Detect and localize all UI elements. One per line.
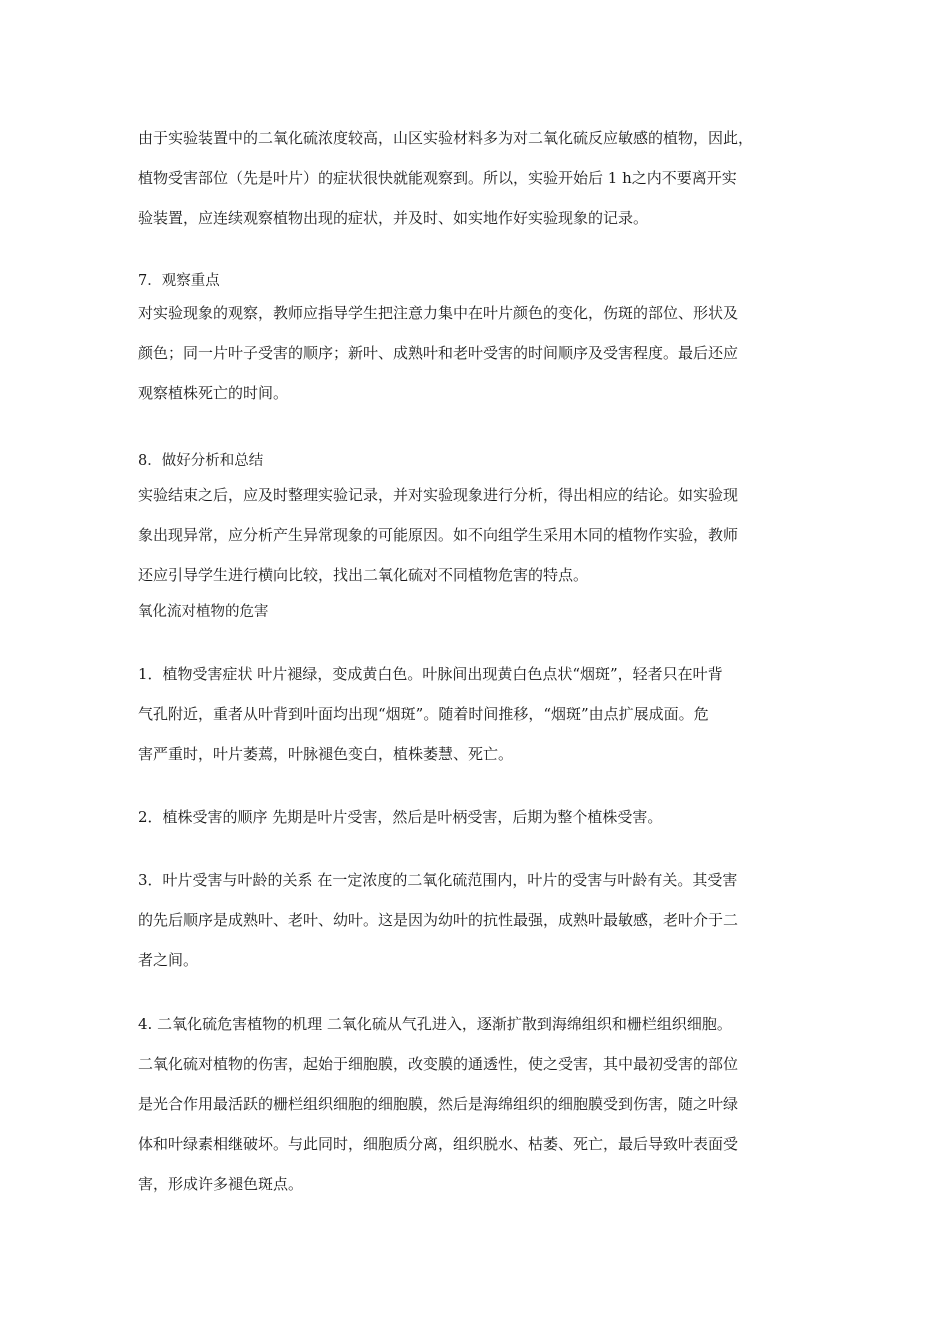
paragraph-line: 二氧化硫对植物的伤害，起始于细胞膜，改变膜的通透性，使之受害，其中最初受害的部位 (138, 1055, 739, 1073)
paragraph-line: 害，形成许多褪色斑点。 (138, 1175, 304, 1193)
paragraph-line: 1．植物受害症状 叶片褪绿，变成黄白色。叶脉间出现黄白色点状“烟斑”，轻者只在叶背 (138, 665, 723, 683)
paragraph-line: 害严重时，叶片萎蔫，叶脉褪色变白，植株萎慧、死亡。 (138, 745, 514, 763)
paragraph-line: 颜色；同一片叶子受害的顺序；新叶、成熟叶和老叶受害的时间顺序及受害程度。最后还应 (138, 344, 739, 362)
paragraph-line: 植物受害部位（先是叶片）的症状很快就能观察到。所以，实验开始后 1 h之内不要离开实 (138, 169, 737, 187)
section-heading-harm: 氧化流对植物的危害 (138, 604, 269, 620)
paragraph-line: 4. 二氧化硫危害植物的机理 二氧化硫从气孔进入，逐渐扩散到海绵组织和栅栏组织细胞。 (138, 1015, 732, 1033)
paragraph-line: 的先后顺序是成熟叶、老叶、幼叶。这是因为幼叶的抗性最强，成熟叶最敏感，老叶介于二 (138, 911, 739, 929)
paragraph-line: 实验结束之后，应及时整理实验记录，并对实验现象进行分析，得出相应的结论。如实验现 (138, 486, 739, 504)
paragraph-line: 气孔附近，重者从叶背到叶面均出现“烟斑”。随着时间推移，“烟斑”由点扩展成面。危 (138, 705, 709, 723)
paragraph-line: 对实验现象的观察，教师应指导学生把注意力集中在叶片颜色的变化，伤斑的部位、形状及 (138, 304, 739, 322)
section-heading-analysis: 8．做好分析和总结 (138, 453, 264, 469)
paragraph-line: 观察植株死亡的时间。 (138, 384, 289, 402)
paragraph-line: 体和叶绿素相继破坏。与此同时，细胞质分离，组织脱水、枯萎、死亡，最后导致叶表面受 (138, 1135, 739, 1153)
paragraph-line: 验装置，应连续观察植物出现的症状，并及时、如实地作好实验现象的记录。 (138, 209, 649, 227)
paragraph-line: 3．叶片受害与叶龄的关系 在一定浓度的二氧化硫范围内，叶片的受害与叶龄有关。其受害 (138, 871, 738, 889)
paragraph-line: 由于实验装置中的二氧化硫浓度较高，山区实验材料多为对二氧化硫反应敏感的植物，因此， (138, 129, 754, 147)
section-heading-observation: 7．观察重点 (138, 273, 220, 289)
paragraph-line: 是光合作用最活跃的栅栏组织细胞的细胞膜，然后是海绵组织的细胞膜受到伤害，随之叶绿 (138, 1095, 739, 1113)
paragraph-line: 者之间。 (138, 951, 199, 969)
paragraph-line: 2．植株受害的顺序 先期是叶片受害，然后是叶柄受害，后期为整个植株受害。 (138, 808, 663, 826)
paragraph-line: 象出现异常，应分析产生异常现象的可能原因。如不向组学生采用木同的植物作实验，教师 (138, 526, 739, 544)
paragraph-line: 还应引导学生进行横向比较，找出二氧化硫对不同植物危害的特点。 (138, 566, 589, 584)
